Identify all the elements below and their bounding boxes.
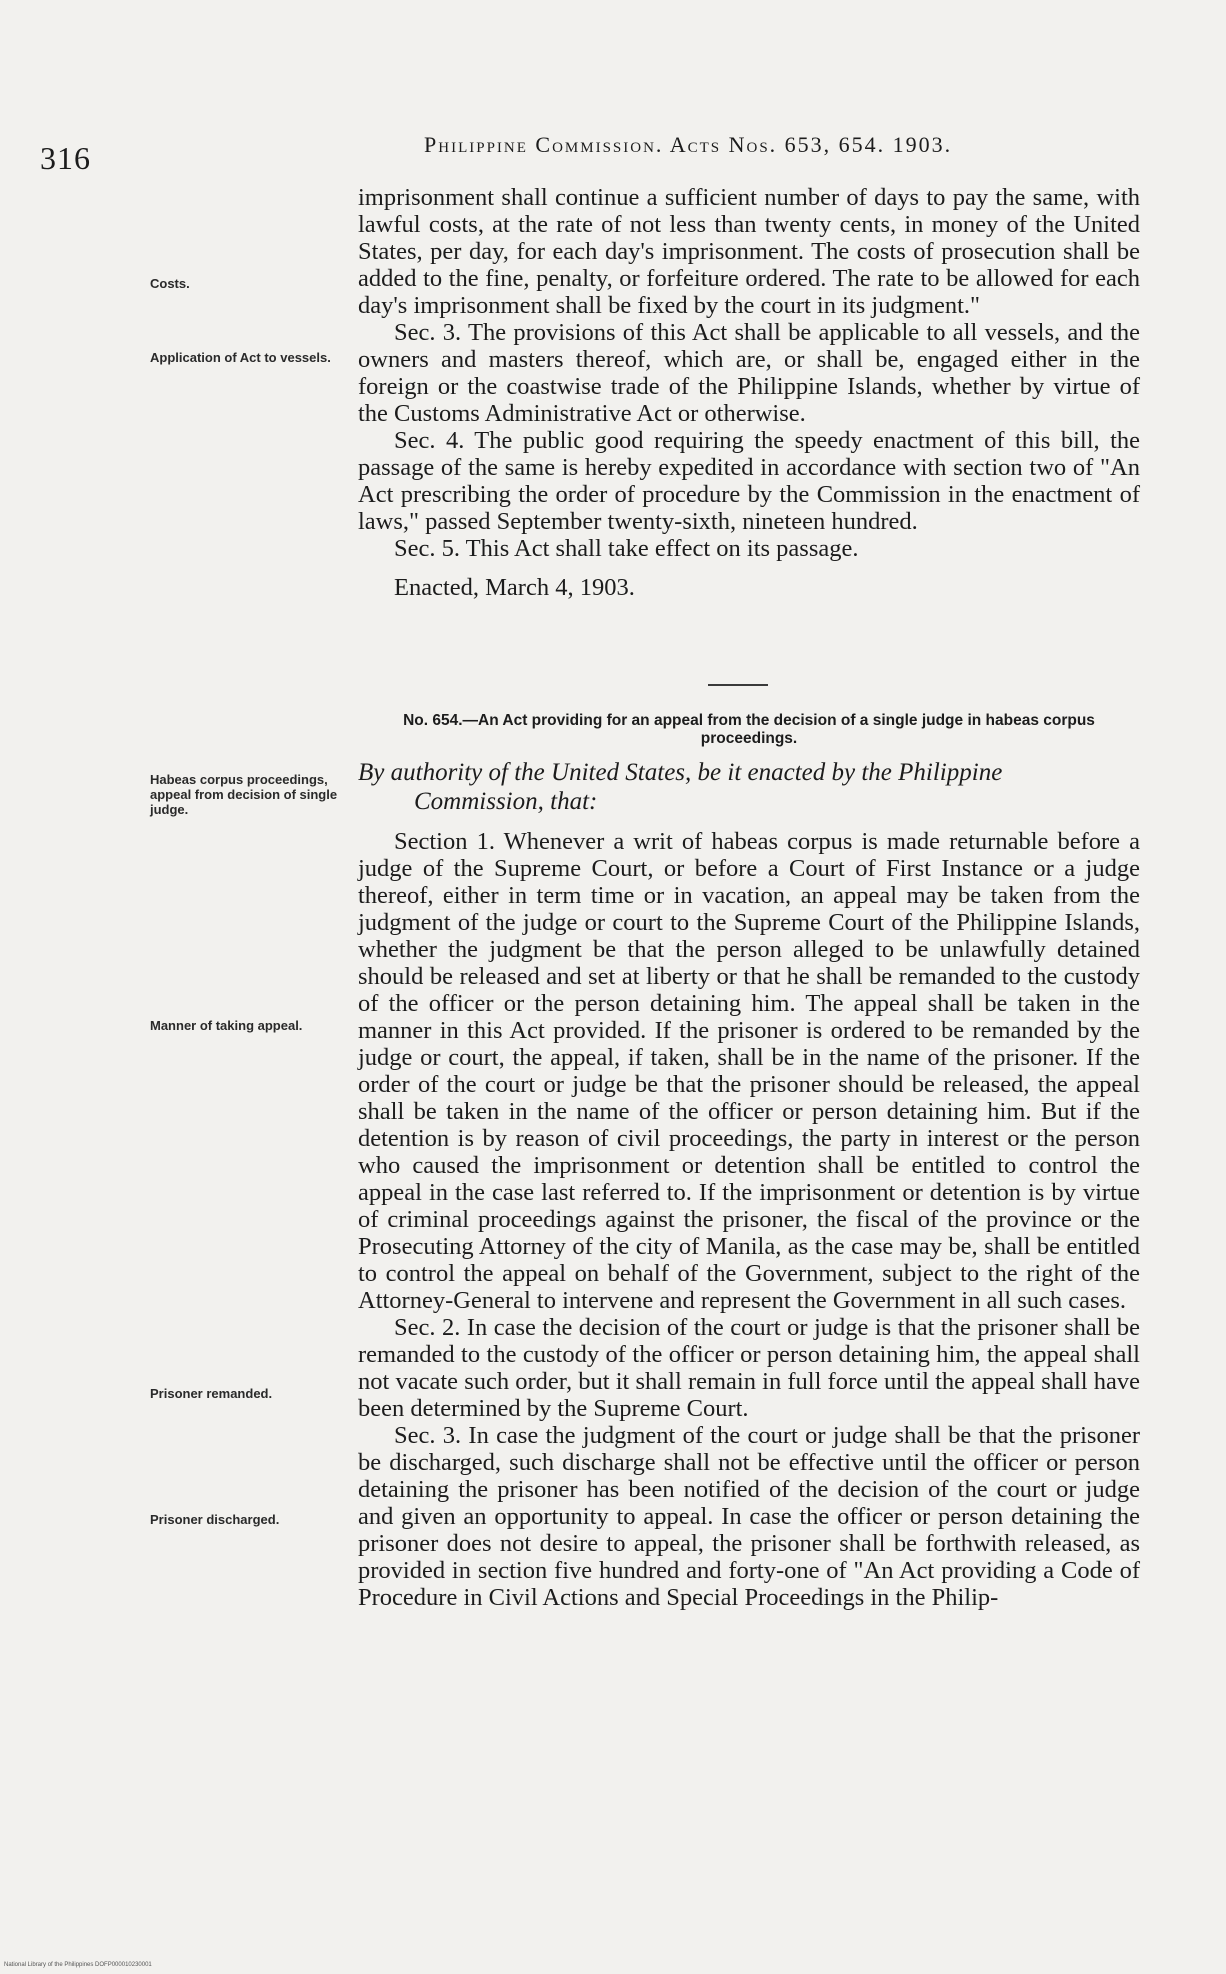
margin-note-discharged: Prisoner discharged. bbox=[150, 1512, 280, 1527]
enacting-clause-line2: Commission, that: bbox=[414, 788, 598, 815]
page-header bbox=[0, 122, 1226, 176]
margin-note-manner: Manner of taking appeal. bbox=[150, 1018, 303, 1033]
margin-note-remanded: Prisoner remanded. bbox=[150, 1386, 273, 1401]
act-653-sec5: Sec. 5. This Act shall take effect on its passage. bbox=[394, 535, 859, 562]
act-653-sec3: Sec. 3. The provisions of this Act shall be applicable to all vessels, and the owners and masters thereof, which are, or shall be, engaged either in the foreign or the coastwise trade of the Philippine Islands, whether by virtue of the Customs Administrative Act or otherwise. bbox=[358, 319, 1140, 427]
act-654-section1: Section 1. Whenever a writ of habeas corpus is made returnable before a judge of the Supreme Court, or before a Court of First Instance or a judge thereof, either in term time or in vacation, an appeal may be taken from the judgment of the judge or court to the Supreme Court of the Philippine Islands, whether the judgment be that the person alleged to be unlawfully detained should be released and set at liberty or that he shall be remanded to the custody of the officer or the person detaining him. The appeal shall be taken in the manner in this Act provided. If the prisoner is ordered to be remanded by the judge or court, the appeal, if taken, shall be in the name of the prisoner. If the order of the court or judge be that the prisoner should be released, the appeal shall be taken in the name of the officer or person detaining him. But if the detention is by reason of civil proceedings, the party in interest or the person who caused the imprisonment or detention shall be entitled to control the appeal in the case last referred to. If the imprisonment or detention is by virtue of criminal proceedings against the prisoner, the fiscal of the province or the Prosecuting Attorney of the city of Manila, as the case may be, shall be entitled to control the appeal on behalf of the Government, subject to the right of the Attorney-General to intervene and represent the Government in all such cases. bbox=[358, 828, 1140, 1314]
act-654-text bbox=[358, 828, 1140, 1611]
margin-note-habeas: Habeas corpus proceedings, appeal from decision of single judge. bbox=[150, 772, 338, 817]
section-divider bbox=[708, 684, 768, 686]
page-number: 316 bbox=[40, 140, 91, 176]
footer-stamp: National Library of the Philippines DOFP000010230001 bbox=[4, 1962, 152, 1968]
act-653-text bbox=[358, 184, 1140, 601]
running-head: Philippine Commission. Acts Nos. 653, 654. 1903. bbox=[424, 132, 953, 157]
act-653-continuation: imprisonment shall continue a sufficient number of days to pay the same, with lawful costs, at the rate of not less than twenty cents, in money of the United States, per day, for each day's imprisonment. The costs of prosecution shall be added to the fine, penalty, or forfeiture ordered. The rate to be allowed for each day's imprisonment shall be fixed by the court in its judgment." bbox=[358, 184, 1140, 319]
margin-note-costs: Costs. bbox=[150, 276, 190, 291]
enacting-clause bbox=[358, 758, 1140, 816]
margin-note-application: Application of Act to vessels. bbox=[150, 350, 331, 365]
enacting-clause-line1: By authority of the United States, be it enacted by the Philippine bbox=[358, 759, 1003, 786]
act-654-heading: No. 654.—An Act providing for an appeal from the decision of a single judge in habeas corpus proceedings. bbox=[403, 712, 1095, 747]
act-653-sec4: Sec. 4. The public good requiring the speedy enactment of this bill, the passage of the same is hereby expedited in accordance with section two of "An Act prescribing the order of procedure by the Commission in the enactment of laws," passed September twenty-sixth, nineteen hundred. bbox=[358, 427, 1140, 535]
act-654-sec2: Sec. 2. In case the decision of the court or judge is that the prisoner shall be remanded to the custody of the officer or person detaining him, the appeal shall not vacate such order, but it shall remain in full force until the appeal shall have been determined by the Supreme Court. bbox=[358, 1314, 1140, 1422]
act-654-sec3: Sec. 3. In case the judgment of the court or judge shall be that the prisoner be discharged, such discharge shall not be effective until the officer or person detaining the prisoner has been notified of the decision of the court or judge and given an opportunity to appeal. In case the officer or person detaining the prisoner does not desire to appeal, the prisoner shall be forthwith released, as provided in section five hundred and forty-one of "An Act providing a Code of Procedure in Civil Actions and Special Proceedings in the Philip- bbox=[358, 1422, 1140, 1611]
act-653-enacted: Enacted, March 4, 1903. bbox=[394, 574, 635, 601]
